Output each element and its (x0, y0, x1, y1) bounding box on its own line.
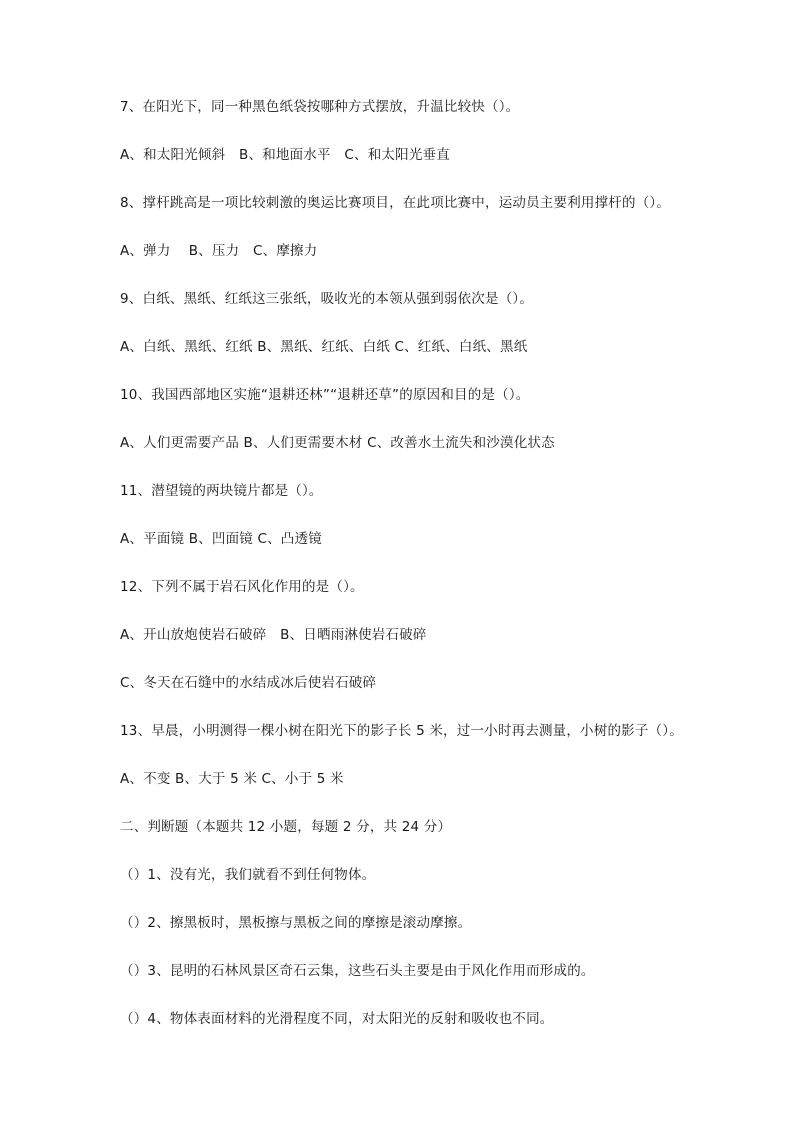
question-10-options: A、人们更需要产品 B、人们更需要木材 C、改善水土流失和沙漠化状态 (120, 435, 555, 451)
question-13-options: A、不变 B、大于 5 米 C、小于 5 米 (120, 771, 344, 787)
section-heading-true-false: 二、判断题（本题共 12 小题，每题 2 分，共 24 分） (120, 819, 452, 835)
true-false-item-3: （）3、昆明的石林风景区奇石云集，这些石头主要是由于风化作用而形成的。 (120, 963, 595, 979)
question-10: 10、我国西部地区实施“退耕还林”“退耕还草”的原因和目的是（）。 (120, 387, 530, 403)
question-12: 12、下列不属于岩石风化作用的是（）。 (120, 579, 364, 595)
question-8-options: A、弹力 B、压力 C、摩擦力 (120, 243, 318, 259)
question-13: 13、早晨，小明测得一棵小树在阳光下的影子长 5 米，过一小时再去测量，小树的影子（）。 (120, 723, 683, 739)
true-false-item-2: （）2、擦黑板时，黑板擦与黑板之间的摩擦是滚动摩擦。 (120, 915, 472, 931)
question-12-option-c: C、冬天在石缝中的水结成冰后使岩石破碎 (120, 675, 377, 691)
question-8: 8、撑杆跳高是一项比较刺激的奥运比赛项目，在此项比赛中，运动员主要利用撑杆的（）。 (120, 195, 671, 211)
question-12-options-a-b: A、开山放炮使岩石破碎 B、日晒雨淋使岩石破碎 (120, 627, 427, 643)
question-9-options: A、白纸、黑纸、红纸 B、黑纸、红纸、白纸 C、红纸、白纸、黑纸 (120, 339, 528, 355)
question-9: 9、白纸、黑纸、红纸这三张纸，吸收光的本领从强到弱依次是（）。 (120, 291, 534, 307)
question-11-options: A、平面镜 B、凹面镜 C、凸透镜 (120, 531, 322, 547)
question-7-options: A、和太阳光倾斜 B、和地面水平 C、和太阳光垂直 (120, 147, 450, 163)
question-7: 7、在阳光下，同一种黑色纸袋按哪种方式摆放，升温比较快（）。 (120, 99, 520, 115)
question-11: 11、潜望镜的两块镜片都是（）。 (120, 483, 323, 499)
true-false-item-4: （）4、物体表面材料的光滑程度不同，对太阳光的反射和吸收也不同。 (120, 1011, 554, 1027)
true-false-item-1: （）1、没有光，我们就看不到任何物体。 (120, 867, 376, 883)
